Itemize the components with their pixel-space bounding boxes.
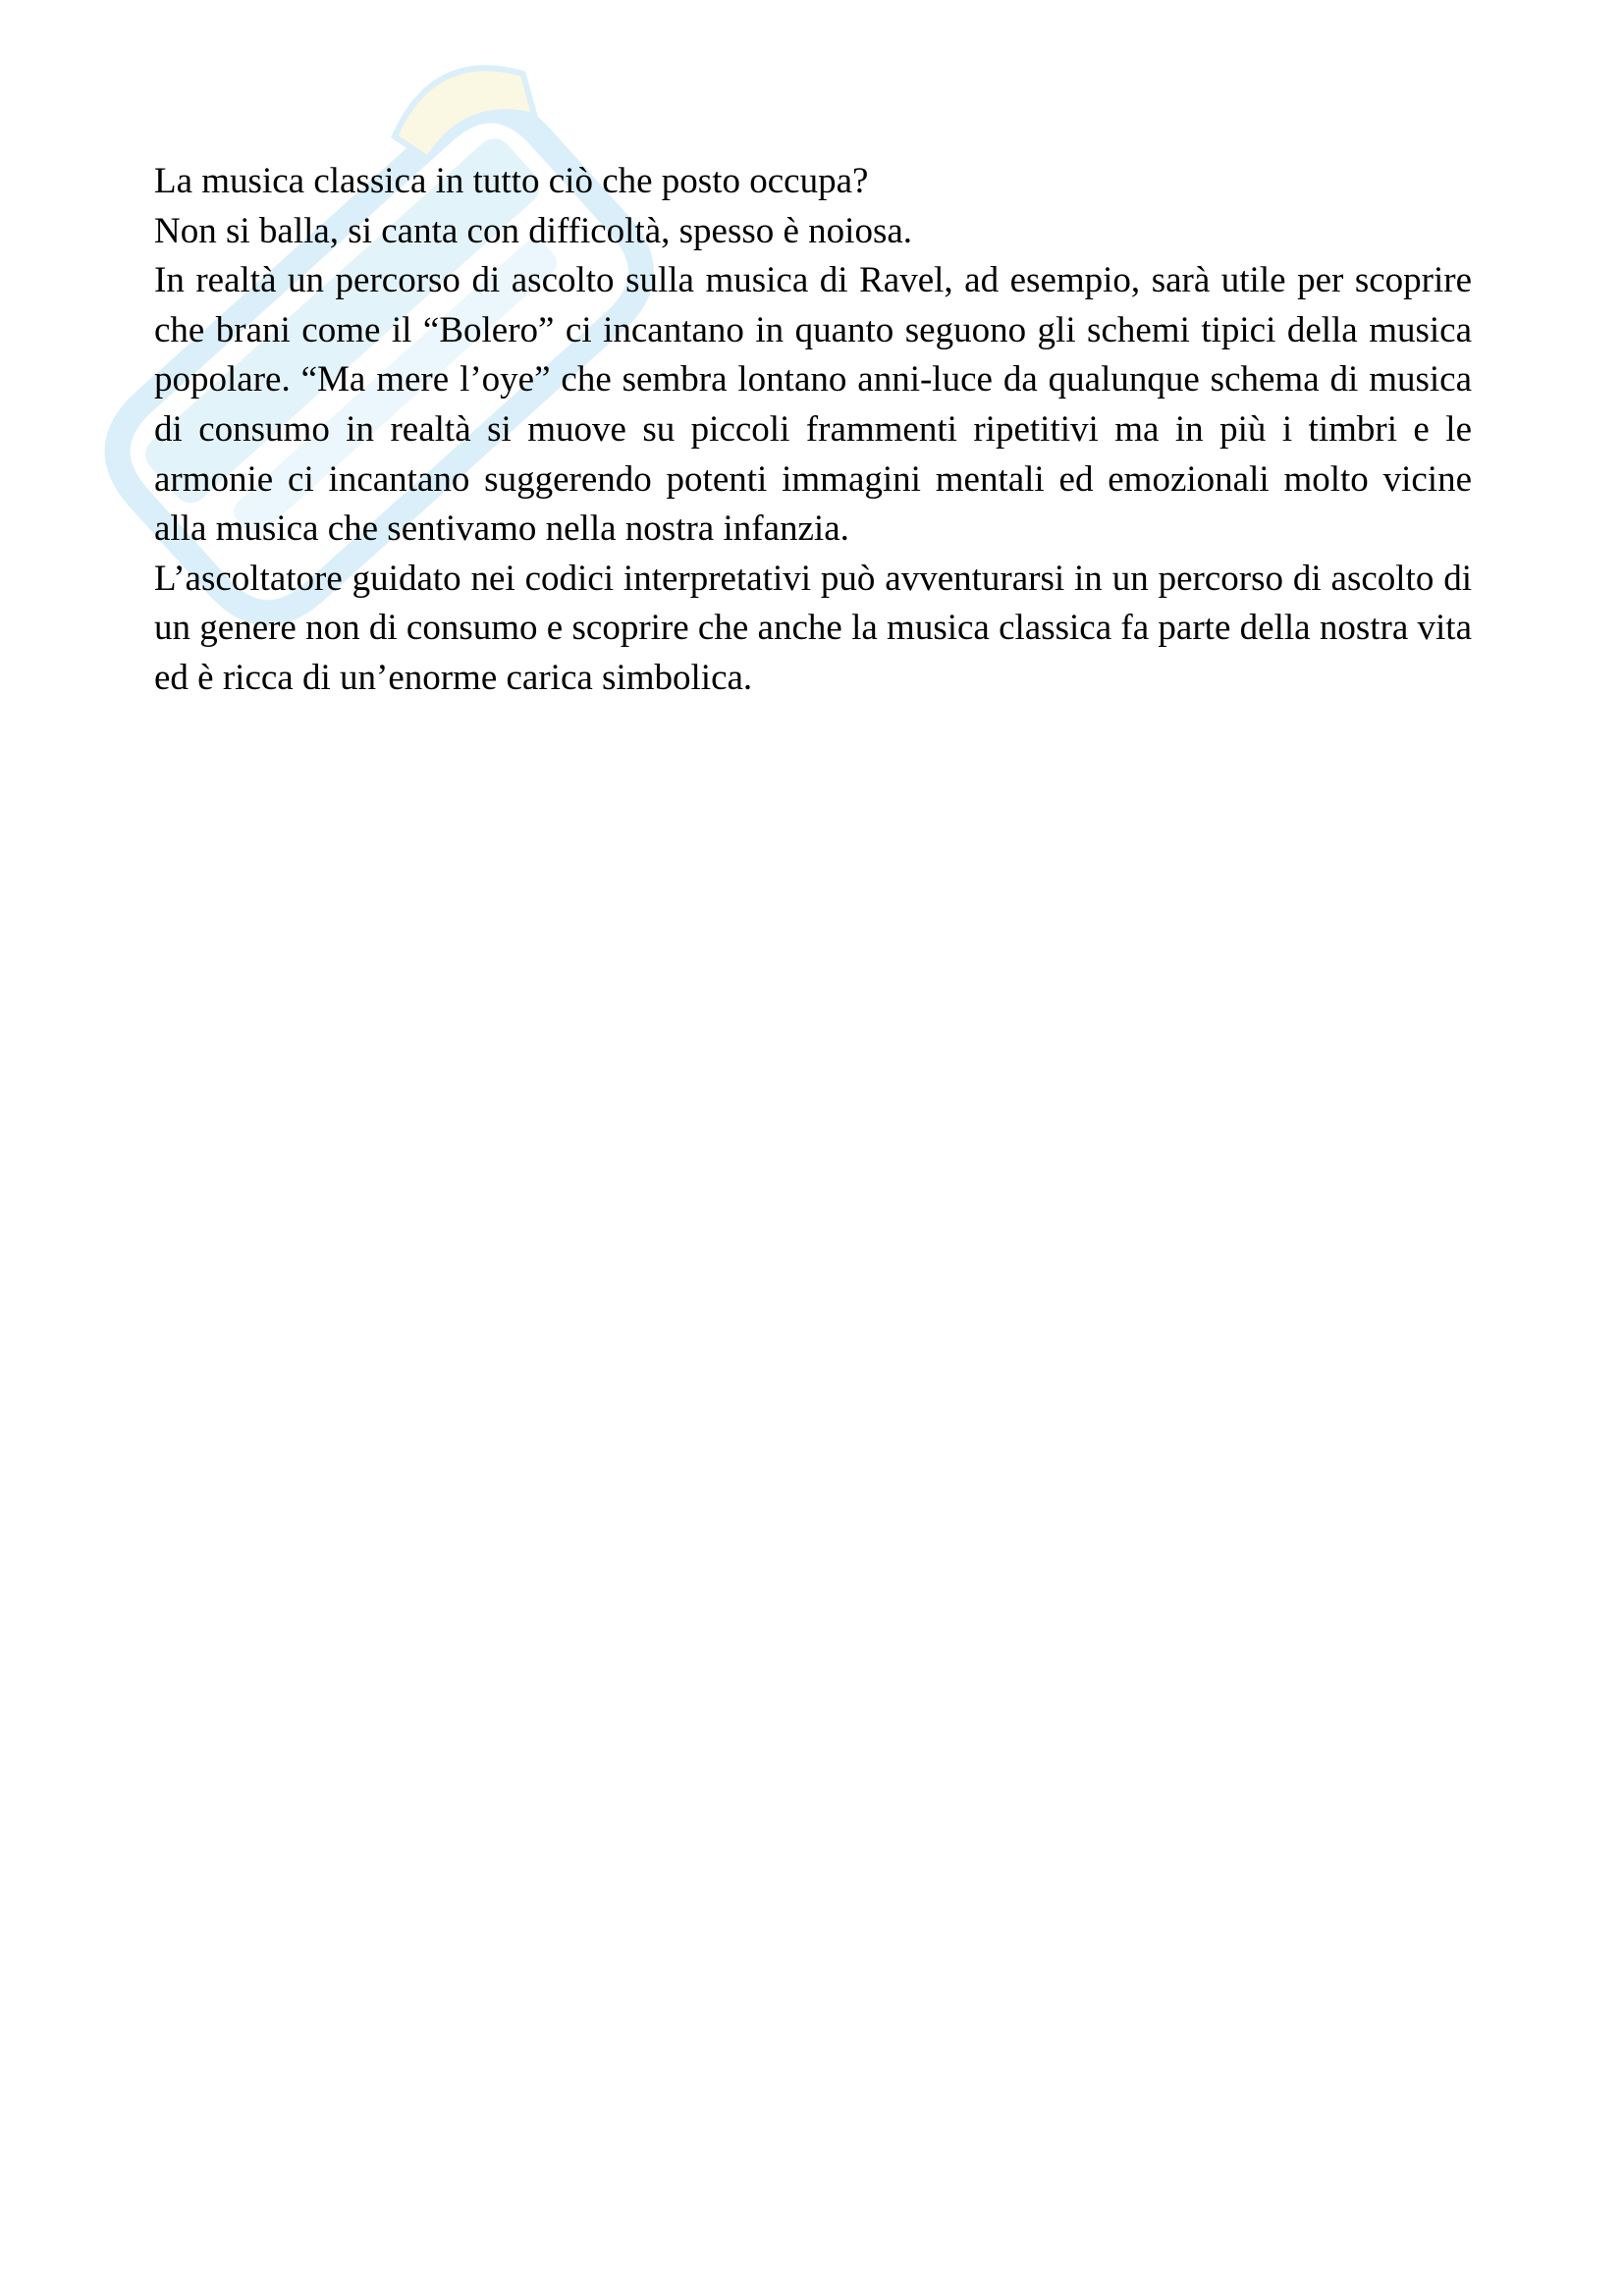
body-text xyxy=(154,157,1472,704)
paragraph-statement: Non si balla, si canta con difficoltà, spesso è noiosa. xyxy=(154,210,913,251)
paragraph-listener: L’ascoltatore guidato nei codici interpretativi può avventurarsi in un percorso di ascolto di un genere non di consumo e scoprire che anche la musica classica fa parte della nostra vita ed è ricca di un’enorme carica simbolica. xyxy=(154,558,1472,698)
paragraph-question: La musica classica in tutto ciò che posto occupa? xyxy=(154,161,869,201)
paragraph-ravel: In realtà un percorso di ascolto sulla musica di Ravel, ad esempio, sarà utile per scoprire che brani come il “Bolero” ci incantano in quanto seguono gli schemi tipici della musica popolare. “Ma mere l’oye” che sembra lontano anni-luce da qualunque schema di musica di consumo in realtà si muove su piccoli frammenti ripetitivi ma in più i timbri e le armonie ci incantano suggerendo potenti immagini mentali ed emozionali molto vicine alla musica che sentivamo nella nostra infanzia. xyxy=(154,260,1472,550)
